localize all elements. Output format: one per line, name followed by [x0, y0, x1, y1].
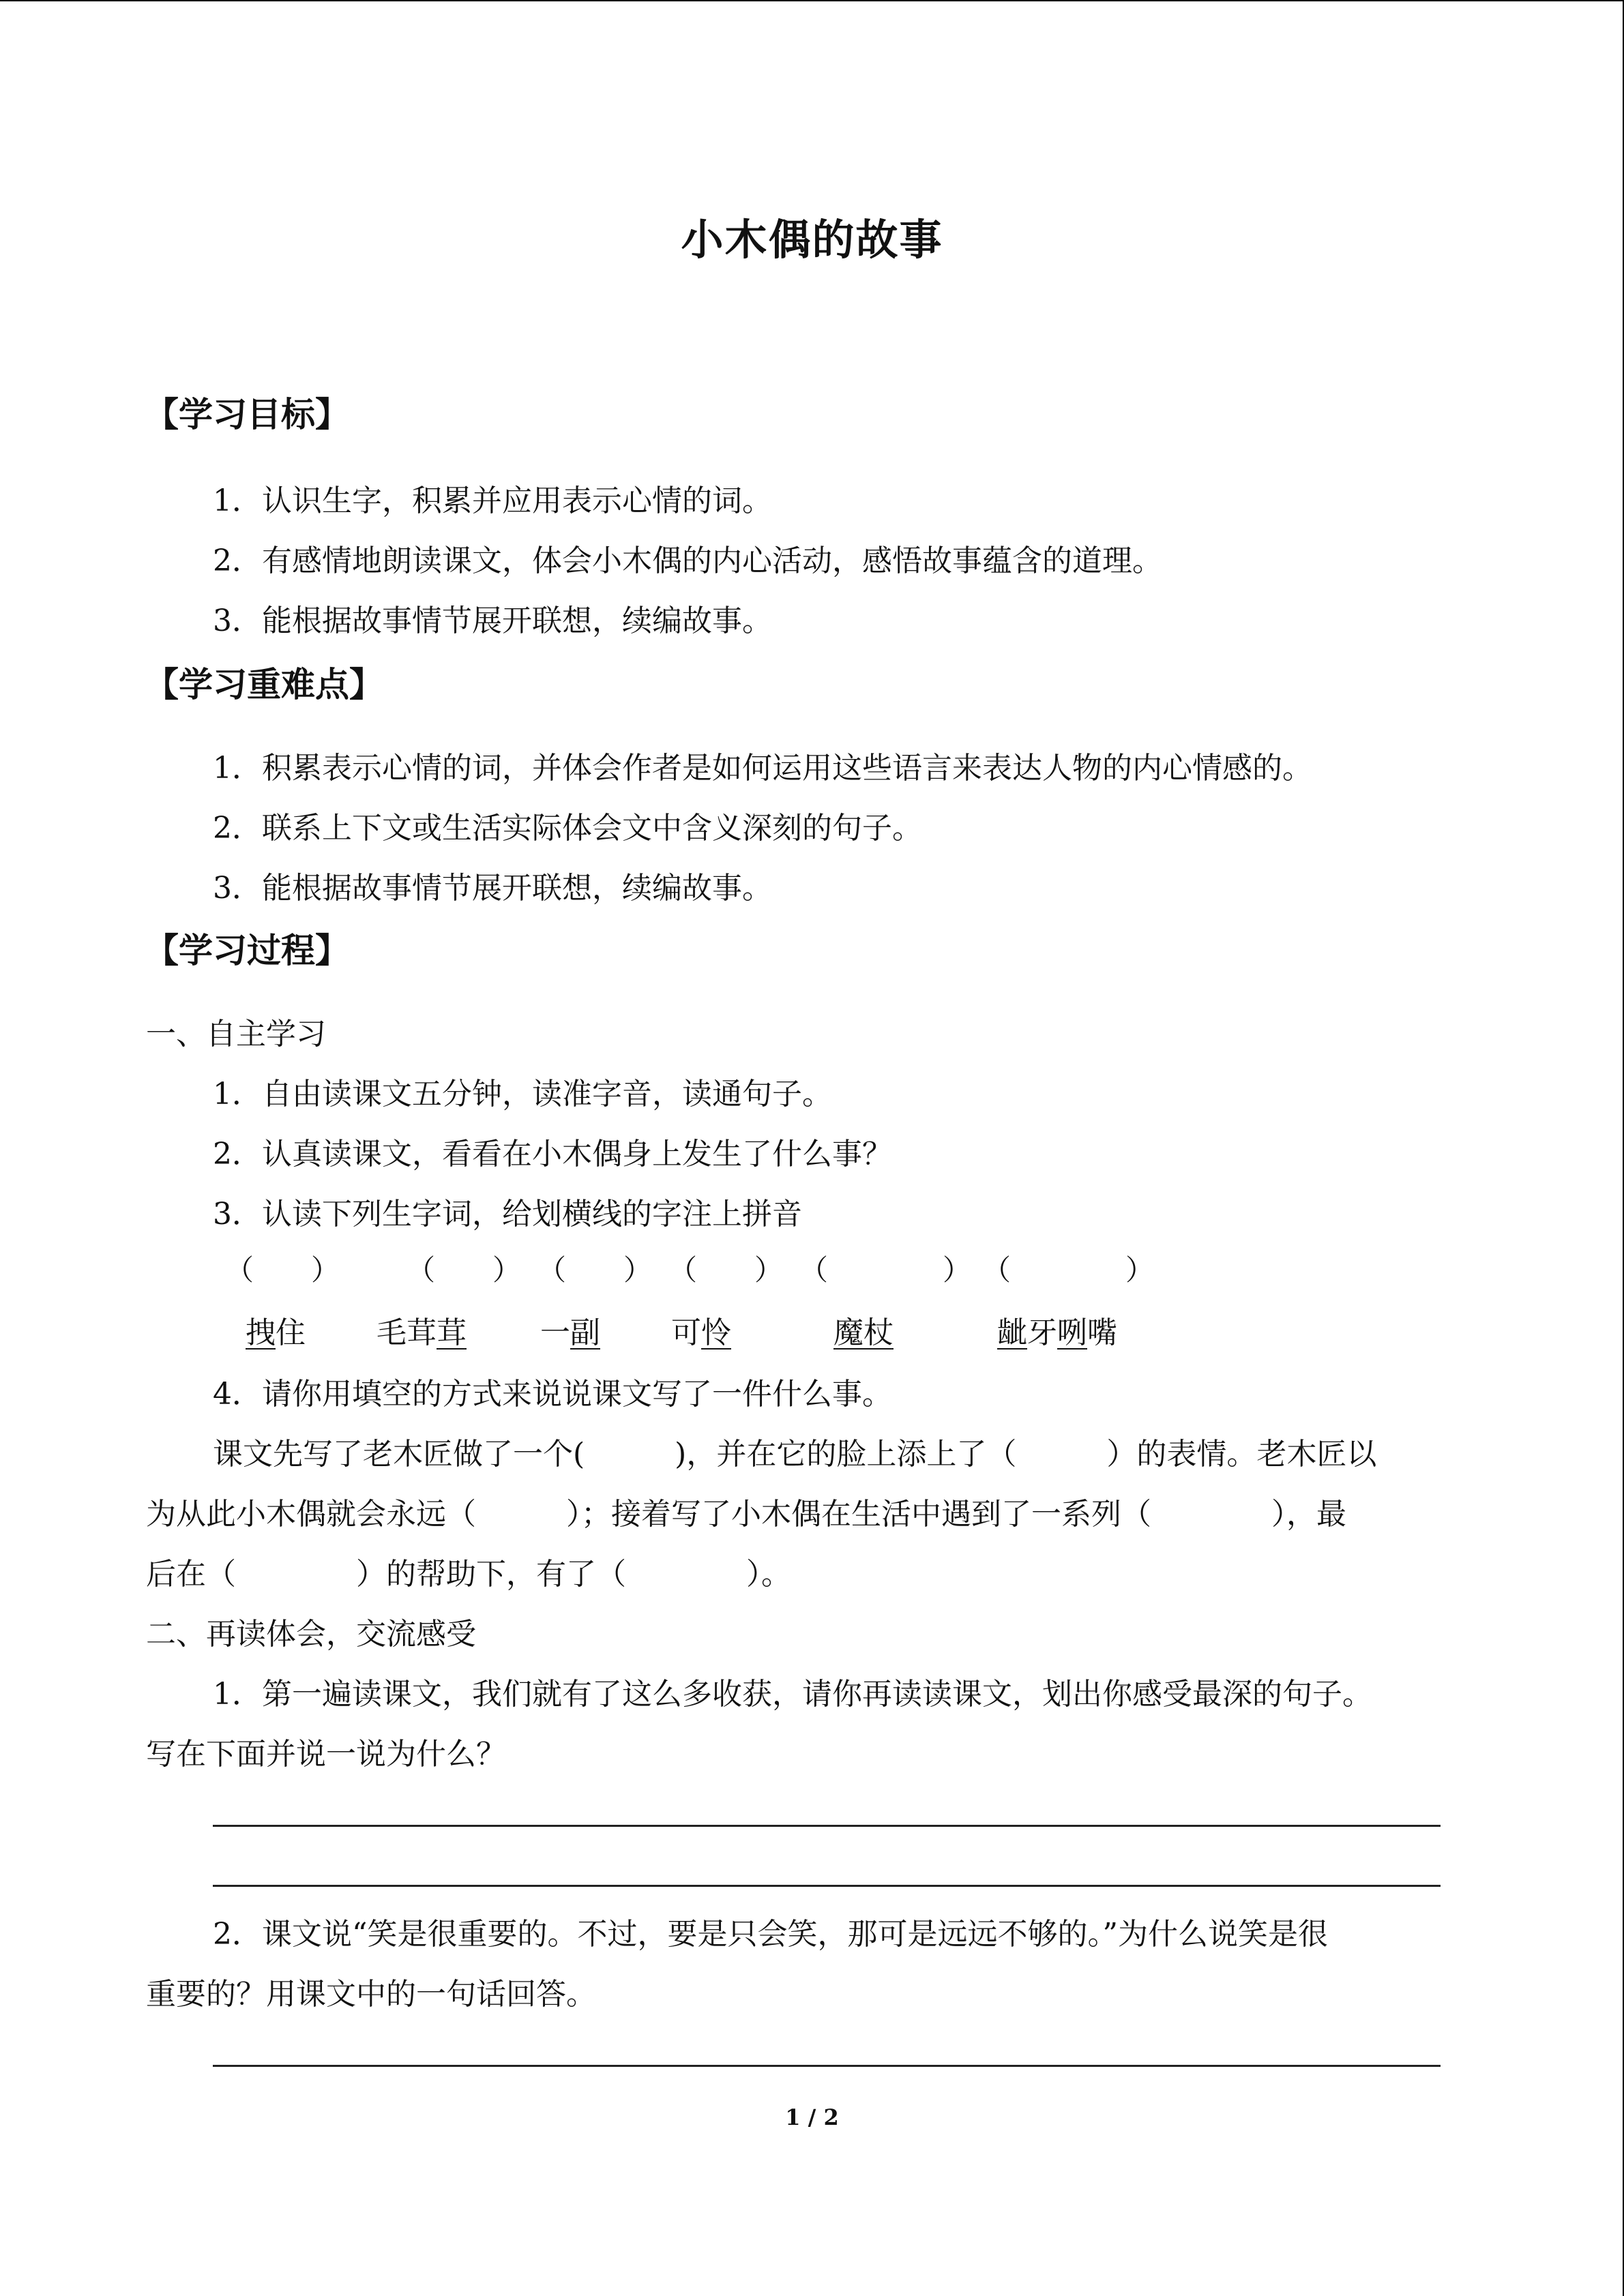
process-heading: 【学习过程】: [145, 931, 349, 970]
section-1-item-3: 3．认读下列生字词，给划横线的字注上拼音: [213, 1197, 802, 1232]
key-point-item-1: 1．积累表示心情的词，并体会作者是如何运用这些语言来表达人物的内心情感的。: [213, 751, 1312, 786]
goal-item-2: 2．有感情地朗读课文，体会小木偶的内心活动，感悟故事蕴含的道理。: [213, 543, 1162, 578]
vocab-word: 一副: [540, 1315, 600, 1350]
answer-line: [213, 1885, 1441, 1887]
fill-in-line-1: 课文先写了老木匠做了一个( )，并在它的脸上添上了（ ）的表情。老木匠以: [213, 1437, 1377, 1472]
answer-line: [213, 2065, 1441, 2067]
section-1-item-2: 2．认真读课文，看看在小木偶身上发生了什么事？: [213, 1137, 892, 1172]
vocab-word: 魔杖: [833, 1315, 894, 1350]
section-1-title: 一、自主学习: [146, 1017, 326, 1052]
page-number: 1 / 2: [785, 2104, 839, 2130]
pinyin-blank: （ ）: [668, 1253, 784, 1287]
vocab-word: 可怜: [671, 1315, 731, 1350]
pinyin-blanks-row: [0, 1248, 1624, 1286]
goal-item-3: 3．能根据故事情节展开联想，续编故事。: [213, 603, 772, 638]
section-2-title: 二、再读体会，交流感受: [146, 1617, 476, 1652]
pinyin-blank: （ ）: [982, 1253, 1155, 1287]
vocab-word: 龇牙咧嘴: [997, 1315, 1117, 1350]
fill-in-line-2: 为从此小木偶就会永远（ ）；接着写了小木偶在生活中遇到了一系列（ ），最: [146, 1497, 1346, 1532]
key-point-item-2: 2．联系上下文或生活实际体会文中含义深刻的句子。: [213, 811, 922, 846]
pinyin-blank: （ ）: [225, 1253, 340, 1287]
vocab-word: 拽住: [246, 1315, 306, 1350]
page-title: 小木偶的故事: [681, 215, 943, 265]
pinyin-blank: （ ）: [799, 1253, 972, 1287]
section-1-item-4: 4．请你用填空的方式来说说课文写了一件什么事。: [213, 1377, 892, 1412]
question-2-line-1: 2．课文说“笑是很重要的。不过，要是只会笑，那可是远远不够的。”为什么说笑是很: [213, 1917, 1328, 1952]
question-1-line-2: 写在下面并说一说为什么？: [146, 1737, 506, 1772]
answer-line: [213, 1825, 1441, 1827]
vocab-word: 毛茸茸: [377, 1315, 467, 1350]
pinyin-blank: （ ）: [407, 1253, 522, 1287]
goal-item-1: 1．认识生字，积累并应用表示心情的词。: [213, 483, 772, 518]
question-1-line-1: 1．第一遍读课文，我们就有了这么多收获，请你再读读课文，划出你感受最深的句子。: [213, 1677, 1372, 1712]
key-points-heading: 【学习重难点】: [145, 665, 383, 704]
question-2-line-2: 重要的？用课文中的一句话回答。: [146, 1977, 596, 2012]
fill-in-line-3: 后在（ ）的帮助下，有了（ ）。: [146, 1557, 791, 1592]
pinyin-blank: （ ）: [537, 1253, 653, 1287]
vocab-row: [0, 1308, 1624, 1350]
goals-heading: 【学习目标】: [145, 395, 349, 434]
section-1-item-1: 1．自由读课文五分钟，读准字音，读通句子。: [213, 1077, 832, 1112]
key-point-item-3: 3．能根据故事情节展开联想，续编故事。: [213, 871, 772, 906]
